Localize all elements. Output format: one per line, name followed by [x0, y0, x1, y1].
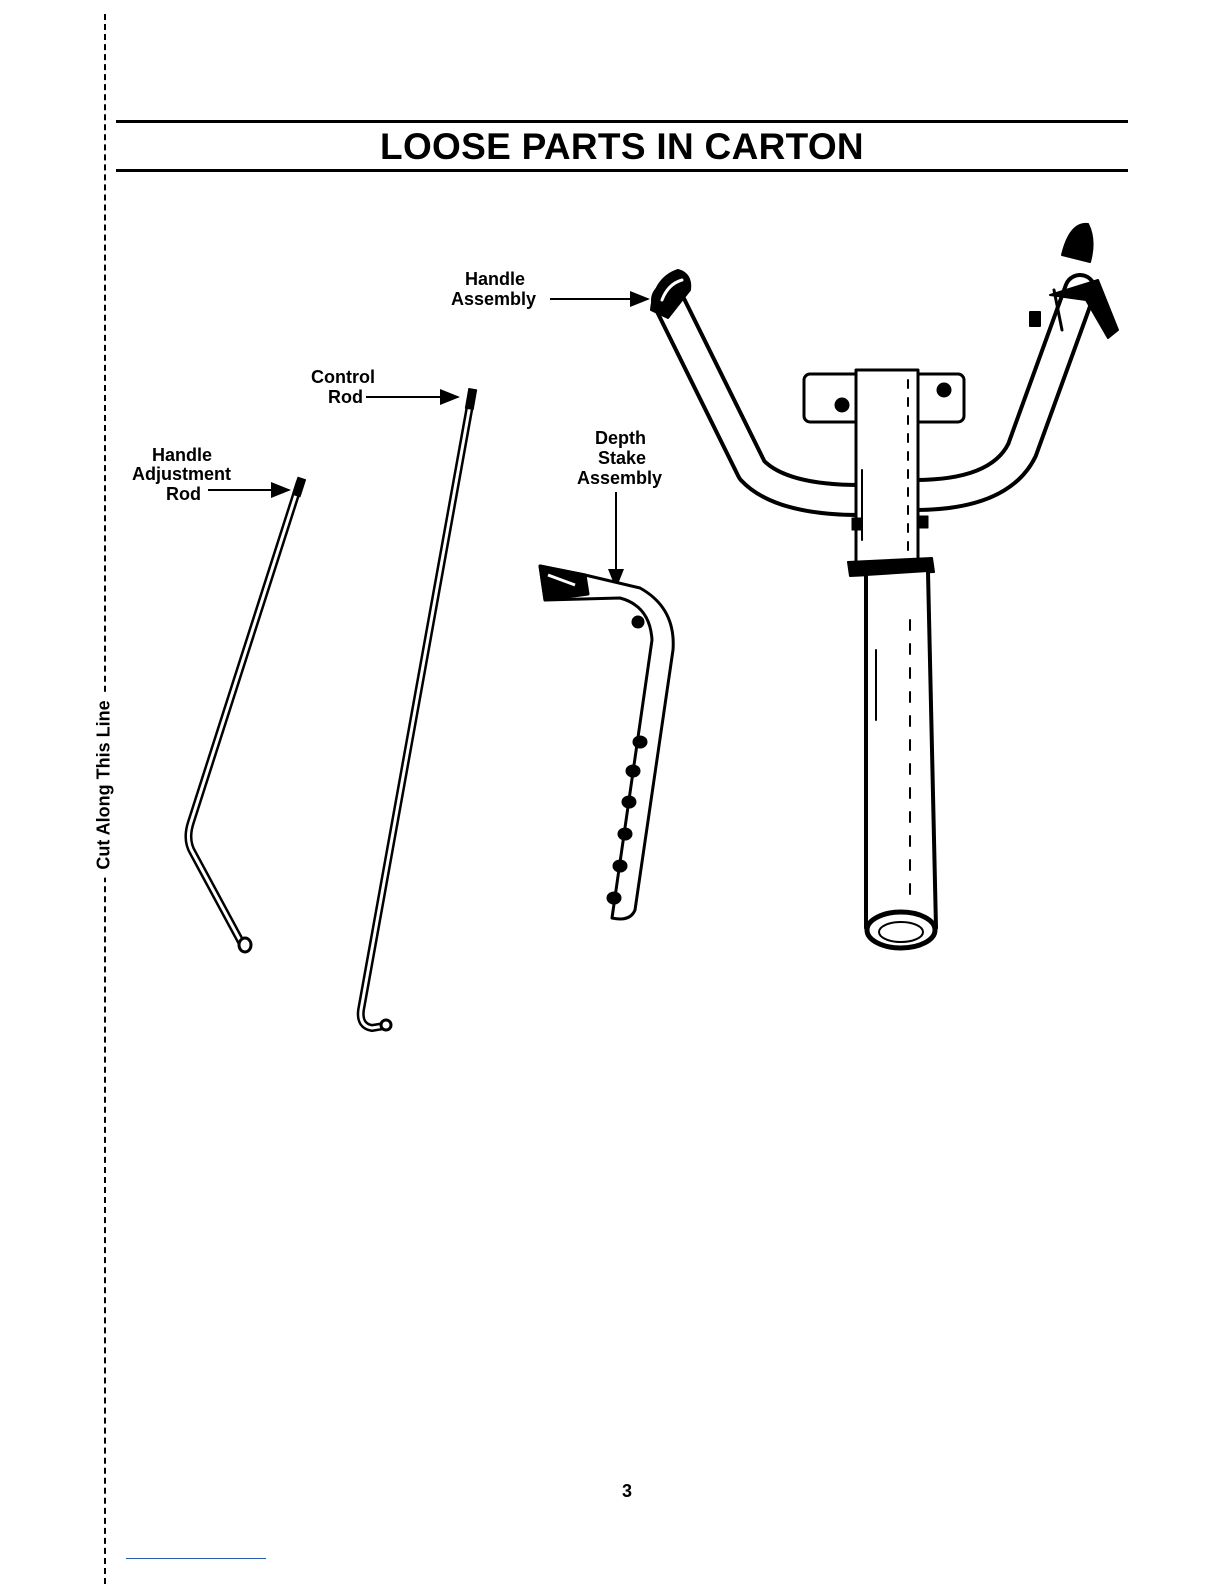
handle-assembly [651, 224, 1118, 948]
handle-assembly-label-line2: Assembly [451, 289, 537, 309]
control-rod-label-line2: Rod [328, 387, 363, 407]
handle-adjustment-rod-label-line3: Rod [166, 484, 201, 504]
handle-adjustment-rod-label-line2: Adjustment [132, 464, 231, 484]
page-title: LOOSE PARTS IN CARTON [380, 126, 864, 167]
handle-assembly-label-line1: Handle [465, 269, 526, 289]
cut-line-label: Cut Along This Line [94, 692, 115, 877]
footer-link-underline [126, 1558, 266, 1559]
depth-stake-assembly [540, 566, 673, 919]
depth-stake-label-line3: Assembly [577, 468, 663, 488]
depth-stake-label-line1: Depth [595, 428, 646, 448]
control-rod-label-line1: Control [311, 367, 375, 387]
control-rod [361, 388, 477, 1030]
handle-adjustment-rod [188, 477, 305, 952]
depth-stake-label-line2: Stake [598, 448, 647, 468]
page-number: 3 [621, 1481, 632, 1501]
handle-adjustment-rod-label-line1: Handle [152, 445, 213, 465]
